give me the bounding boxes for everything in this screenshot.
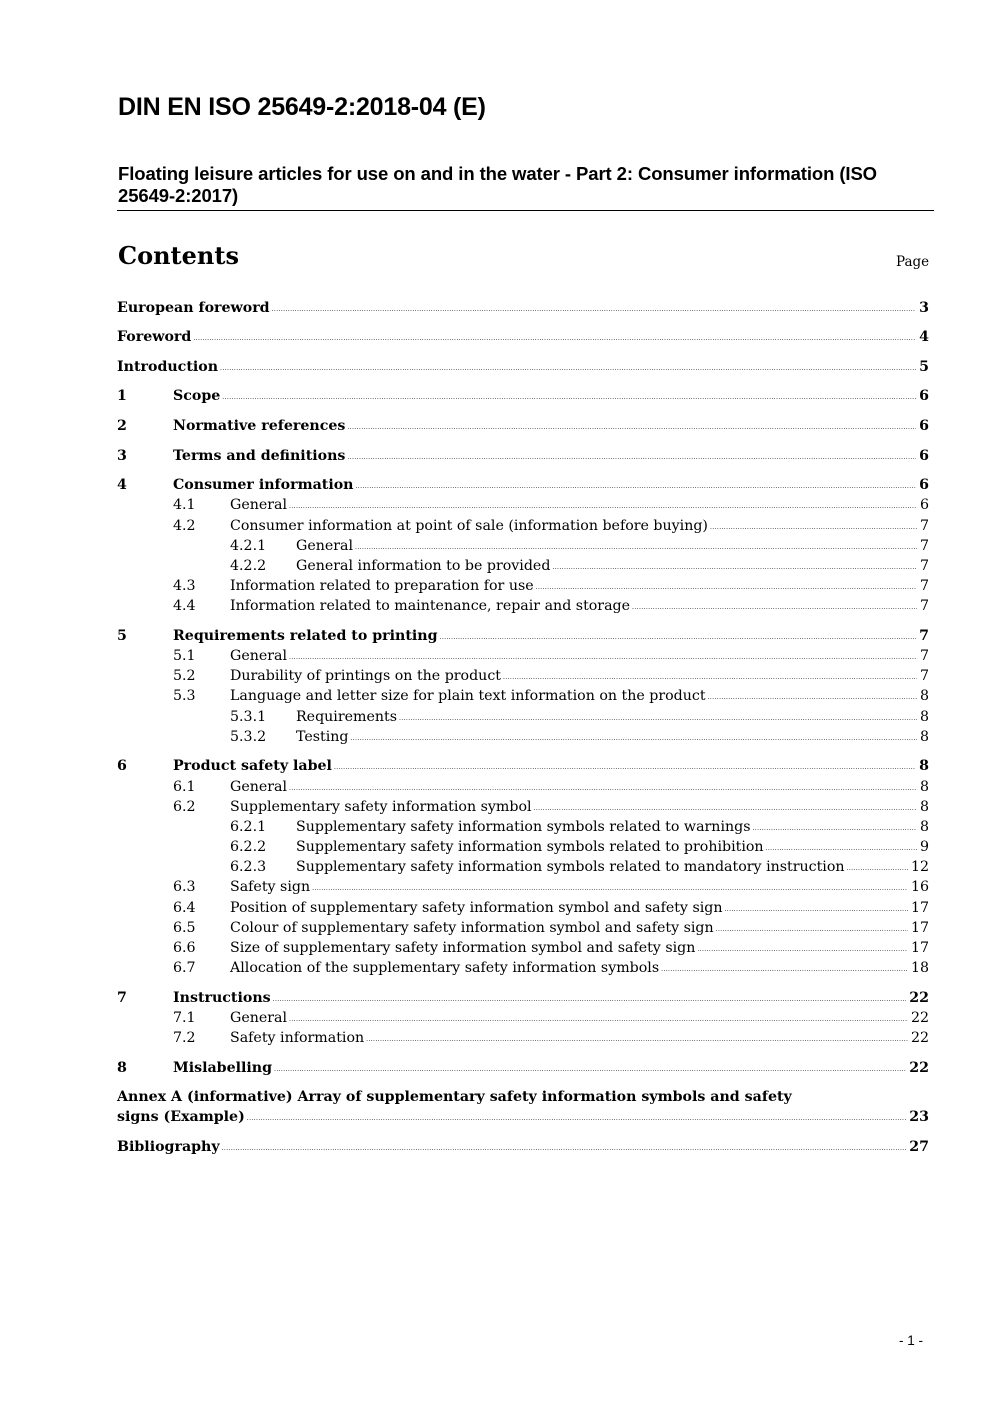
doc-id: DIN EN ISO 25649-2:2018-04 (E)	[118, 93, 486, 121]
toc-entry-number: 6.3	[173, 879, 196, 895]
toc-entry-label: Colour of supplementary safety information symbol and safety sign	[230, 920, 714, 936]
toc-entry[interactable]	[117, 359, 929, 379]
toc-entry-label: General information to be provided	[296, 558, 551, 574]
toc-entry-label: Instructions	[173, 990, 271, 1006]
toc-entry[interactable]	[117, 518, 929, 538]
toc-entry-label: Supplementary safety information symbols related to warnings	[296, 819, 751, 835]
toc-entry[interactable]	[117, 799, 929, 819]
toc-entry[interactable]	[117, 497, 929, 517]
toc-entry-page: 22	[910, 1010, 929, 1026]
toc-entry-number: 6.7	[173, 960, 196, 976]
toc-entry-label: Supplementary safety information symbols related to prohibition	[296, 839, 764, 855]
toc-entry[interactable]	[117, 448, 929, 468]
toc-entry-number: 6.6	[173, 940, 196, 956]
toc-entry[interactable]	[117, 900, 929, 920]
toc-entry-label: General	[230, 497, 288, 513]
toc-entry-page: 17	[910, 920, 929, 936]
toc-entry-label: General	[230, 1010, 288, 1026]
toc-entry-label: Introduction	[117, 359, 219, 375]
toc-entry-page: 22	[909, 990, 929, 1006]
toc-entry-label: General	[230, 779, 288, 795]
page-column-heading: Page	[896, 254, 930, 270]
toc-entry-page: 22	[909, 1060, 929, 1076]
toc-entry-label: Position of supplementary safety information symbol and safety sign	[230, 900, 723, 916]
toc-entry[interactable]	[117, 668, 929, 688]
toc-entry-number: 6.1	[173, 779, 196, 795]
toc-entry-page: 8	[919, 709, 929, 725]
toc-entry-page: 4	[919, 329, 929, 345]
toc-entry-label: Safety information	[230, 1030, 365, 1046]
toc-entry-page: 7	[919, 648, 929, 664]
toc-entry-page: 5	[919, 359, 929, 375]
toc-entry[interactable]	[117, 329, 929, 349]
toc-entry-number: 7.2	[173, 1030, 196, 1046]
toc-entry[interactable]	[117, 940, 929, 960]
toc-entry-page: 27	[909, 1139, 929, 1155]
toc-entry[interactable]	[117, 819, 929, 839]
toc-entry-number: 2	[117, 418, 127, 434]
toc-entry[interactable]	[117, 758, 929, 778]
toc-entry[interactable]	[117, 879, 929, 899]
toc-entry-number: 4.2.1	[230, 538, 267, 554]
toc-entry-page: 7	[919, 538, 929, 554]
toc-entry[interactable]	[117, 1109, 929, 1129]
toc-entry-page: 3	[919, 300, 929, 316]
toc-entry-page: 7	[919, 578, 929, 594]
toc-entry[interactable]	[117, 1139, 929, 1159]
toc-entry-number: 5.3.2	[230, 729, 267, 745]
toc-entry-number: 6.4	[173, 900, 196, 916]
toc-entry-page: 12	[910, 859, 929, 875]
toc-entry-label: European foreword	[117, 300, 270, 316]
toc-entry-page: 7	[919, 668, 929, 684]
toc-entry-label: Size of supplementary safety information symbol and safety sign	[230, 940, 696, 956]
footer-page-number: - 1 -	[899, 1333, 924, 1348]
toc-entry-page: 7	[919, 628, 929, 644]
contents-heading: Contents	[118, 241, 239, 270]
toc-entry-page: 6	[919, 477, 929, 493]
toc-entry-page: 7	[919, 598, 929, 614]
toc-entry-label: Supplementary safety information symbol	[230, 799, 532, 815]
annex-entry-first-line[interactable]: Annex A (informative) Array of supplementary safety information symbols and safety	[117, 1089, 792, 1105]
toc-entry-label: signs (Example)	[117, 1109, 245, 1125]
toc-entry[interactable]	[117, 598, 929, 618]
toc-entry-page: 8	[919, 799, 929, 815]
toc-entry-page: 17	[910, 900, 929, 916]
toc-entry-label: Requirements related to printing	[173, 628, 438, 644]
toc-entry[interactable]	[117, 388, 929, 408]
toc-entry-page: 17	[910, 940, 929, 956]
toc-entry-number: 8	[117, 1060, 127, 1076]
toc-entry-label: General	[296, 538, 354, 554]
toc-entry-page: 7	[919, 558, 929, 574]
toc-entry-label: Durability of printings on the product	[230, 668, 501, 684]
toc-entry-label: Supplementary safety information symbols related to mandatory instruction	[296, 859, 845, 875]
toc-entry-number: 4.2	[173, 518, 196, 534]
toc-entry-label: Bibliography	[117, 1139, 220, 1155]
toc-entry-number: 5	[117, 628, 127, 644]
toc-entry[interactable]	[117, 628, 929, 648]
toc-entry-label: General	[230, 648, 288, 664]
toc-entry-label: Information related to preparation for use	[230, 578, 534, 594]
toc-entry-number: 5.1	[173, 648, 196, 664]
toc-entry[interactable]	[117, 839, 929, 859]
toc-entry-label: Language and letter size for plain text information on the product	[230, 688, 706, 704]
toc-entry-number: 5.3	[173, 688, 196, 704]
toc-entry-label: Information related to maintenance, repair and storage	[230, 598, 631, 614]
toc-entry-number: 4.2.2	[230, 558, 267, 574]
toc-entry[interactable]	[117, 688, 929, 708]
toc-entry-number: 1	[117, 388, 127, 404]
toc-entry-label: Terms and definitions	[173, 448, 346, 464]
toc-entry[interactable]	[117, 1010, 929, 1030]
toc-entry[interactable]	[117, 990, 929, 1010]
toc-entry-label: Testing	[296, 729, 349, 745]
toc-entry[interactable]	[117, 648, 929, 668]
toc-entry[interactable]	[117, 578, 929, 598]
toc-entry-page: 22	[910, 1030, 929, 1046]
toc-entry[interactable]	[117, 538, 929, 558]
toc-entry-number: 4.4	[173, 598, 196, 614]
toc-entry-number: 6.2.3	[230, 859, 267, 875]
toc-entry-number: 7	[117, 990, 127, 1006]
toc-entry-number: 6.2	[173, 799, 196, 815]
toc-entry[interactable]	[117, 558, 929, 578]
toc-entry-number: 6.2.1	[230, 819, 267, 835]
toc-entry-number: 6	[117, 758, 127, 774]
toc-entry-number: 6.5	[173, 920, 196, 936]
toc-entry[interactable]	[117, 1060, 929, 1080]
toc-entry-page: 8	[919, 688, 929, 704]
toc-entry-page: 6	[919, 497, 929, 513]
toc-entry[interactable]	[117, 477, 929, 497]
toc-entry-number: 3	[117, 448, 127, 464]
toc-entry-label: Normative references	[173, 418, 346, 434]
toc-entry-label: Requirements	[296, 709, 397, 725]
toc-entry-number: 4	[117, 477, 127, 493]
toc-entry-page: 7	[919, 518, 929, 534]
toc-entry-label: Allocation of the supplementary safety information symbols	[230, 960, 660, 976]
toc-entry[interactable]	[117, 1030, 929, 1050]
toc-entry-page: 8	[919, 779, 929, 795]
toc-entry-number: 5.3.1	[230, 709, 267, 725]
toc-entry[interactable]	[117, 300, 929, 320]
toc-entry-page: 8	[919, 729, 929, 745]
toc-entry-label: Foreword	[117, 329, 192, 345]
toc-entry[interactable]	[117, 729, 929, 749]
toc-entry[interactable]	[117, 920, 929, 940]
toc-entry[interactable]	[117, 709, 929, 729]
toc-entry[interactable]	[117, 960, 929, 980]
toc-entry-number: 4.3	[173, 578, 196, 594]
toc-entry-page: 23	[909, 1109, 929, 1125]
toc-entry[interactable]	[117, 859, 929, 879]
toc-entry-number: 5.2	[173, 668, 196, 684]
toc-entry-label: Safety sign	[230, 879, 311, 895]
toc-entry-label: Consumer information at point of sale (information before buying)	[230, 518, 708, 534]
toc-entry[interactable]	[117, 779, 929, 799]
toc-entry-number: 4.1	[173, 497, 196, 513]
toc-entry-page: 16	[910, 879, 929, 895]
toc-entry[interactable]	[117, 418, 929, 438]
toc-entry-page: 8	[919, 758, 929, 774]
toc-entry-page: 8	[919, 819, 929, 835]
toc-entry-label: Scope	[173, 388, 221, 404]
toc-entry-number: 7.1	[173, 1010, 196, 1026]
toc-entry-number: 6.2.2	[230, 839, 267, 855]
toc-entry-page: 6	[919, 418, 929, 434]
toc-entry-page: 9	[919, 839, 929, 855]
toc-entry-page: 6	[919, 448, 929, 464]
toc-entry-label: Product safety label	[173, 758, 332, 774]
toc-entry-page: 6	[919, 388, 929, 404]
toc-entry-label: Consumer information	[173, 477, 354, 493]
toc-entry-label: Mislabelling	[173, 1060, 273, 1076]
toc-entry-page: 18	[910, 960, 929, 976]
doc-title: Floating leisure articles for use on and in the water - Part 2: Consumer information (ISO 25649-2:2017)	[118, 163, 877, 206]
